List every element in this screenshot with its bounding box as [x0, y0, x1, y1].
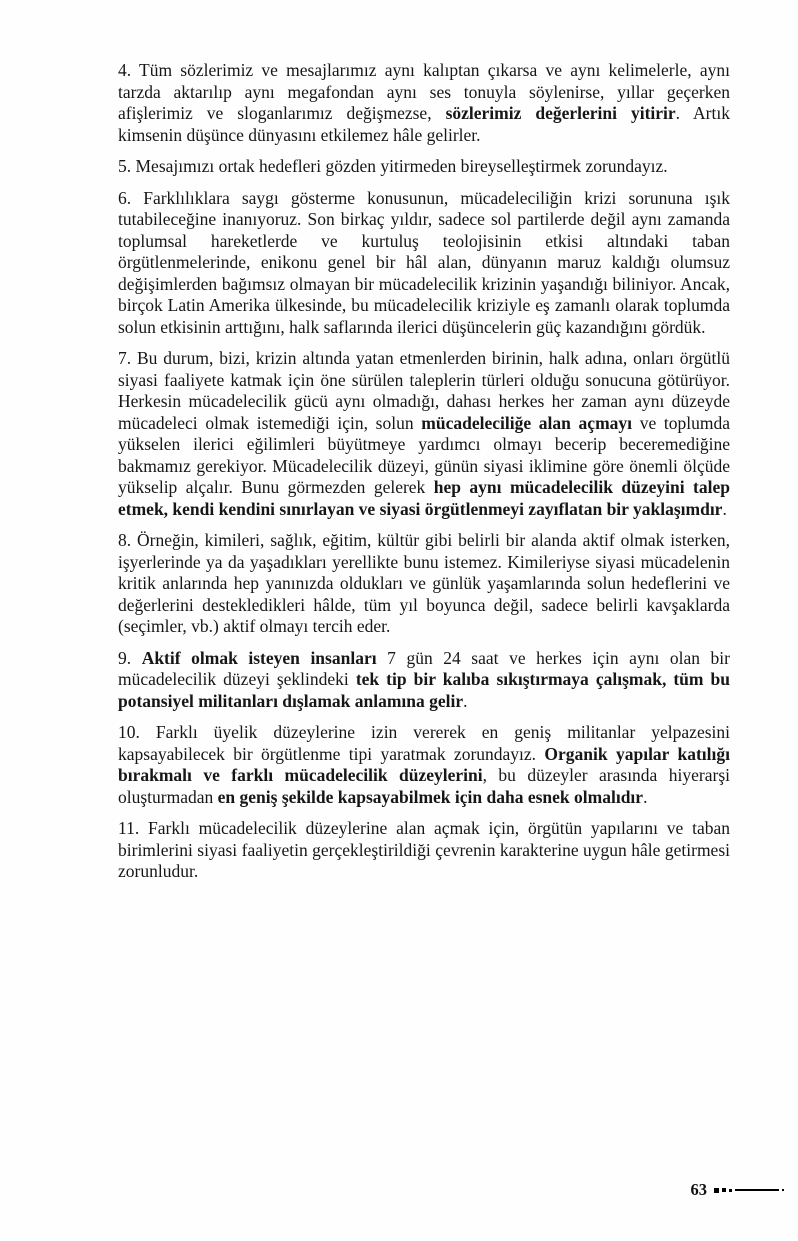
page-number: 63 — [690, 1180, 707, 1199]
text-run: 10. Farklı üyelik düzeylerine izin vererek en geniş militanlar yelpazesini kapsayabilecek bir örgütlenme tipi yaratmak zorundayız. — [118, 722, 730, 764]
text-run: . — [463, 690, 468, 711]
text-run: 9. — [118, 647, 142, 668]
ornament-dot — [782, 1189, 784, 1191]
paragraph — [118, 722, 730, 808]
ornament-rule — [735, 1189, 779, 1191]
bold-text-run: sözlerimiz değerlerini yitirir — [445, 103, 676, 123]
bold-text-run: tek tip bir kalıba sıkıştırmaya çalışmak, tüm bu potansiyel militanları dışlamak anlamına gelir — [118, 669, 730, 711]
text-run: , bu düzeyler arasında hiyerarşi oluşturmadan — [118, 765, 730, 807]
text-run: . — [643, 786, 648, 807]
bold-text-run: mücadeleciliğe alan açmayı — [421, 412, 633, 433]
ornament-square — [714, 1188, 719, 1193]
paragraph — [118, 648, 730, 713]
bold-text-run: Aktif olmak isteyen insanları — [141, 647, 377, 668]
footer-ornament — [714, 1188, 784, 1193]
paragraph — [118, 530, 730, 638]
bold-text-run: hep aynı mücadelecilik düzeyini talep etmek, kendi kendini sınırlayan ve siyasi örgütlenmeyi zayıflatan bir yaklaşımdır — [118, 477, 730, 519]
bold-text-run: Organik yapılar katılığı bırakmalı ve farklı mücadelecilik düzeylerini — [118, 743, 730, 785]
text-run: . — [722, 498, 727, 519]
page-content — [118, 60, 730, 893]
paragraph — [118, 348, 730, 520]
text-run: 6. Farklılıklara saygı gösterme konusunun, mücadeleciliğin krizi sorununa ışık tutabileceğine inanıyoruz. Son birkaç yıldır, sadece sol partilerde değil aynı zamanda toplumsal hareketlerde ve kurtuluş teolojisinin etkisi altındaki taban örgütlenmelerinde, enikonu genel bir hâl alan, dünyanın maruz kaldığı olumsuz değişimlerden bağımsız olmayan bir mücadelecilik krizinin yaşandığı biliniyor. Ancak, birçok Latin Amerika ülkesinde, bu mücadelecilik kriziyle eş zamanlı olarak toplumda solun etkisinin arttığını, halk saflarında ilerici düşüncelerin güç kazandığını gördük. — [118, 187, 730, 337]
text-run: 4. Tüm sözlerimiz ve mesajlarımız aynı kalıptan çıkarsa ve aynı kelimelerle, aynı tarzda aktarılıp aynı megafondan aynı ses tonuyla söylenirse, yıllar geçerken afişlerimiz ve sloganlarımız değişmezse, — [118, 60, 730, 123]
text-run: ve toplumda yükselen ilerici eğilimleri büyütmeye yardımcı olmayı becerip beceremediğine bakmamız gerekiyor. Mücadelecilik düzeyi, günün siyasi iklimine göre önemli ölçüde yükselip alçalır. Bunu görmezden gelerek — [118, 412, 730, 497]
page-footer — [691, 1180, 785, 1200]
paragraph — [118, 818, 730, 883]
bold-text-run: en geniş şekilde kapsayabilmek için daha esnek olmalıdır — [217, 786, 644, 807]
text-run: 8. Örneğin, kimileri, sağlık, eğitim, kültür gibi belirli bir alanda aktif olmak isterken, işyerlerinde ya da yaşadıkları yerellikte bunu istemez. Kimileriyse siyasi mücadelenin kritik anlarında hep yanınızda oldukları ve günlük yaşamlarında solun hedeflerini ve değerlerini destekledikleri hâlde, tüm yıl boyunca değil, sadece belirli kavşaklarda (seçimler, vb.) aktif olmayı tercih eder. — [118, 530, 730, 636]
text-run: 7 gün 24 saat ve herkes için aynı olan bir mücadelecilik düzeyi şeklindeki — [118, 647, 730, 689]
paragraph — [118, 60, 730, 146]
text-run: . Artık kimsenin düşünce dünyasını etkilemez hâle gelirler. — [118, 103, 730, 145]
text-run: 5. Mesajımızı ortak hedefleri gözden yitirmeden bireyselleştirmek zorundayız. — [118, 156, 668, 176]
text-run: 11. Farklı mücadelecilik düzeylerine alan açmak için, örgütün yapılarını ve taban birimlerini siyasi faaliyetin gerçekleştirildiği çevrenin karakterine uygun hâle getirmesi zorunludur. — [118, 818, 730, 881]
ornament-square — [729, 1189, 732, 1192]
ornament-square — [722, 1188, 726, 1192]
paragraph — [118, 156, 730, 178]
paragraph — [118, 188, 730, 339]
text-run: 7. Bu durum, bizi, krizin altında yatan etmenlerden birinin, halk adına, onları örgütlü siyasi faaliyete katmak için öne sürülen taleplerin türleri olduğu sonucuna götürüyor. Herkesin mücadelecilik gücü aynı olmadığı, dahası herkes her zaman aynı düzeyde mücadeleci olmak istemediği için, solun — [118, 348, 730, 433]
